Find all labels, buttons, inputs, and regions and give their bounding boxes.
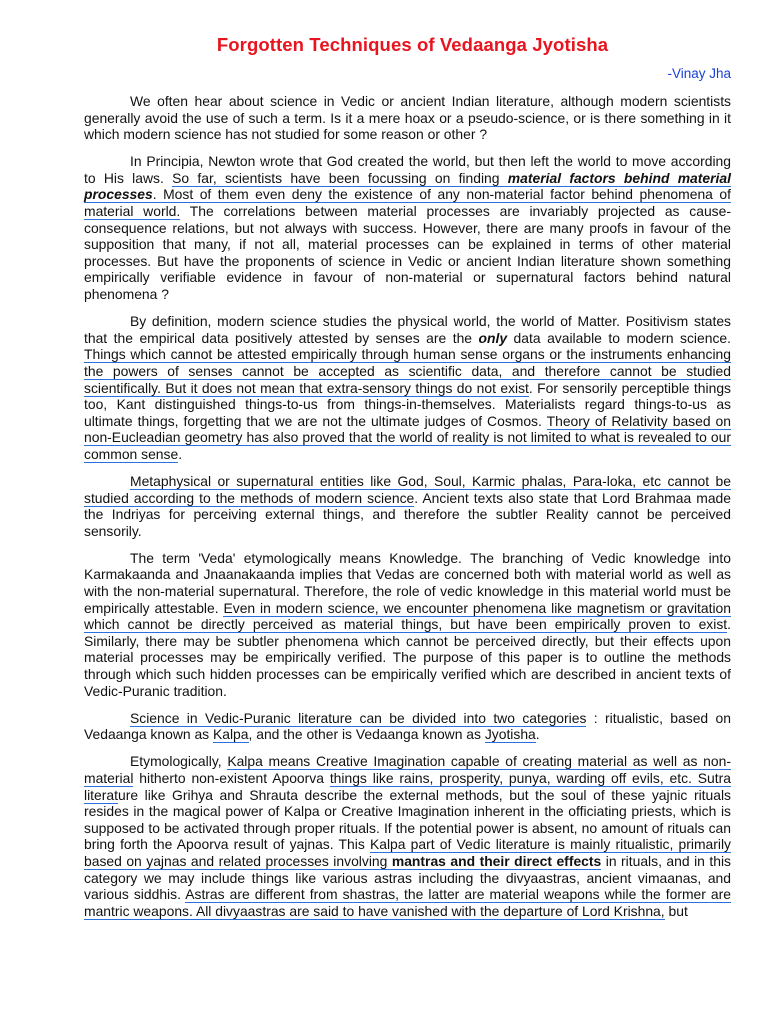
text-run: By definition, modern science studies the physical world, the world of Matter. Positivism states that the empirical data positively attested by senses are the <box>84 313 731 346</box>
underlined-text: . Most of them even deny the existence of any non-material factor behind phenomena of material world. <box>84 186 731 220</box>
underlined-text: Astras are different from shastras, the latter are material weapons while the former are mantric weapons. All divyaastras are said to have vanished with the departure of Lord Krishna, <box>84 886 731 919</box>
text-run: The term 'Veda' etymologically means Knowledge. The branching of Vedic knowledge into Karmakaanda and Jnaanakaanda implies that Vedas are concerned both with material world as well as with the non-material supernatural. Therefore, the role of vedic knowledge in this material world must be empirically attestable. <box>84 549 731 616</box>
text-run: . Similarly, there may be subtler phenomena which cannot be perceived directly, but their effects upon material processes may be empirically verified. The purpose of this paper is to outline the methods through which such hidden processes can be empirically verified which are described in ancient texts of Vedic-Puranic tradition. <box>84 616 731 699</box>
document-title: Forgotten Techniques of Vedaanga Jyotisha <box>216 34 609 55</box>
text-run: . <box>535 726 540 743</box>
text-run: hitherto non-existent Apoorva <box>133 769 330 786</box>
text-run: data available to modern science. <box>507 329 731 346</box>
paragraph <box>84 153 731 302</box>
underlined-text: Kalpa part of Vedic literature is mainly ritualistic, primarily based on yajnas and related processes involving <box>84 836 731 869</box>
text-run: Etymologically, <box>130 753 228 770</box>
text-run: . Ancient texts also state that Lord Brahmaa made the Indriyas for perceiving external things, and therefore the subtler Reality cannot be perceived sensorily. <box>84 489 731 539</box>
underlined-text: Science in Vedic-Puranic literature can be divided into two categories <box>130 709 587 726</box>
text-run: ure like Grihya and Shrauta describe the external methods, but the soul of these yajnic rituals resides in the magical power of Kalpa or Creative Imagination inherent in the officiating priests, which is supposed to be activated through proper rituals. If the potential power is absent, no amount of rituals can bring forth the Apoorva result of yajnas. This <box>84 786 731 853</box>
text-run: but <box>664 902 688 919</box>
underlined-text: Jyotisha <box>484 726 536 743</box>
underlined-text: Things which cannot be attested empirically through human sense organs or the instruments enhancing the powers of senses cannot be accepted as scientific data, and therefore cannot be studied scientifically. But it does not mean that extra-sensory things do not exist <box>84 346 731 396</box>
underlined-text: Metaphysical or supernatural entities like God, Soul, Karmic phalas, Para-loka, etc cannot be studied according to the methods of modern science <box>84 472 731 506</box>
underlined-text: material factors behind material processes <box>84 169 731 203</box>
underlined-text: Theory of Relativity based on non-Eucleadian geometry has also proved that the world of reality is not limited to what is revealed to our common sense <box>84 412 732 462</box>
underlined-text: mantras and their direct effects <box>391 852 602 869</box>
underlined-text: Even in modern science, we encounter phenomena like magnetism or gravitation which cannot be directly perceived as material things, but have been empirically proven to exist <box>84 599 732 633</box>
document-body <box>84 93 731 919</box>
paragraph <box>84 710 731 743</box>
text-run: , and the other is Vedaanga known as <box>248 726 485 743</box>
underlined-text: So far, scientists have been focussing on finding <box>172 169 508 186</box>
text-run: . <box>178 445 183 462</box>
underlined-text: Kalpa <box>212 726 249 743</box>
text-run: The correlations between material processes are invariably projected as cause-consequence relations, but not always with success. However, there are many proofs in favour of the supposition that many, if not all, material processes can be explained in terms of other material processes. But have the proponents of science in Vedic or ancient Indian literature shown something empirically verifiable evidence in favour of non-material or supernatural factors behind natural phenomena ? <box>84 203 731 303</box>
underlined-text: Kalpa means Creative Imagination capable of creating material as well as non-material <box>84 753 731 786</box>
text-run: only <box>478 329 508 346</box>
text-run: In Principia, Newton wrote that God created the world, but then left the world to move according to His laws. <box>84 153 731 186</box>
text-run: . For sensorily perceptible things too, Kant distinguished things-to-us from things-in-themselves. Materialists regard things-to-us as ultimate things, forgetting that we are not the ultimate judges of Cosmos. <box>84 379 731 429</box>
text-run: in rituals, and in this category we may include things like various astras including the divyaastras, ancient vimaanas, and various siddhis. <box>84 852 731 903</box>
author-byline: -Vinay Jha <box>667 66 731 81</box>
paragraph <box>84 93 731 143</box>
paragraph <box>84 473 731 539</box>
paragraph <box>84 313 731 462</box>
underlined-text: things like rains, prosperity, punya, warding off evils, etc. Sutra literat <box>84 769 731 803</box>
paragraph <box>84 753 731 919</box>
text-run: We often hear about science in Vedic or ancient Indian literature, although modern scientists generally avoid the use of such a term. Is it a mere hoax or a pseudo-science, or is there something in it which modern science has not studied for some reason or other ? <box>84 93 731 143</box>
text-run: : ritualistic, based on Vedaanga known as <box>84 709 731 743</box>
paragraph <box>84 550 731 699</box>
